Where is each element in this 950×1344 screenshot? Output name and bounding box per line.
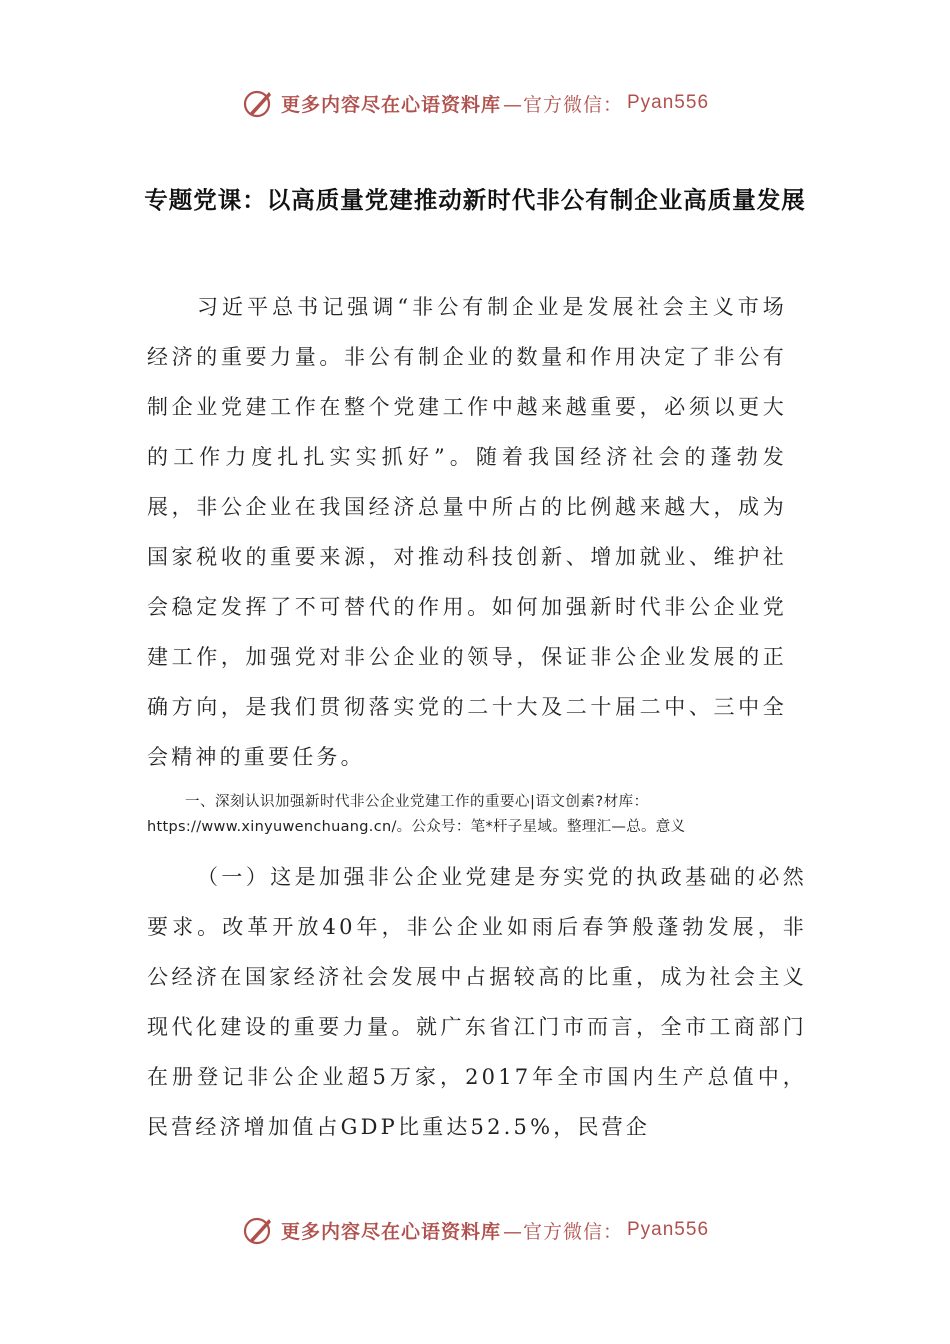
banner-brand: 更多内容尽在心语资料库 [280,93,501,116]
source-url-line: https://www.xinyuwenchuang.cn/。公众号：笔*杆子星域。整理汇—总。意义 [147,819,686,835]
intro-paragraph: 习近平总书记强调“非公有制企业是发展社会主义市场经济的重要力量。非公有制企业的数量和作用决定了非公有制企业党建工作在整个党建工作中越来越重要，必须以更大的工作力度扎扎实实抓好”。随着我国经济社会的蓬勃发展，非公企业在我国经济总量中所占的比例越来越大，成为国家税收的重要来源，对推动科技创新、增加就业、维护社会稳定发挥了不可替代的作用。如何加强新时代非公企业党建工作，加强党对非公企业的领导，保证非公企业发展的正确方向，是我们贯彻落实党的二十大及二十届二中、三中全会精神的重要任务。 [147,295,787,769]
section-heading-note [147,790,797,840]
quill-logo-icon [241,86,275,120]
section-paragraph: （一）这是加强非公企业党建是夯实党的执政基础的必然要求。改革开放40年，非公企业如雨后春笋般蓬勃发展，非公经济在国家经济社会发展中占据较高的比重，成为社会主义现代化建设的重要力量。就广东省江门市而言，全市工商部门在册登记非公企业超5万家，2017年全市国内生产总值中，民营经济增加值占GDP比重达52.5%，民营企 [147,865,807,1139]
footer-watermark [0,1210,950,1250]
banner-wechat-id: Pyan556 [627,92,710,113]
quill-logo-icon [241,1213,275,1247]
header-watermark [0,83,950,123]
document-title: 专题党课：以高质量党建推动新时代非公有制企业高质量发展 [144,186,806,214]
banner-brand: 更多内容尽在心语资料库 [280,1220,501,1243]
banner-official-label: —官方微信： [502,1220,623,1243]
banner-official-label: —官方微信： [502,93,623,116]
banner-wechat-id: Pyan556 [627,1219,710,1240]
section-heading-line: 一、深刻认识加强新时代非公企业党建工作的重要心|语文创素?材库： [185,794,649,810]
